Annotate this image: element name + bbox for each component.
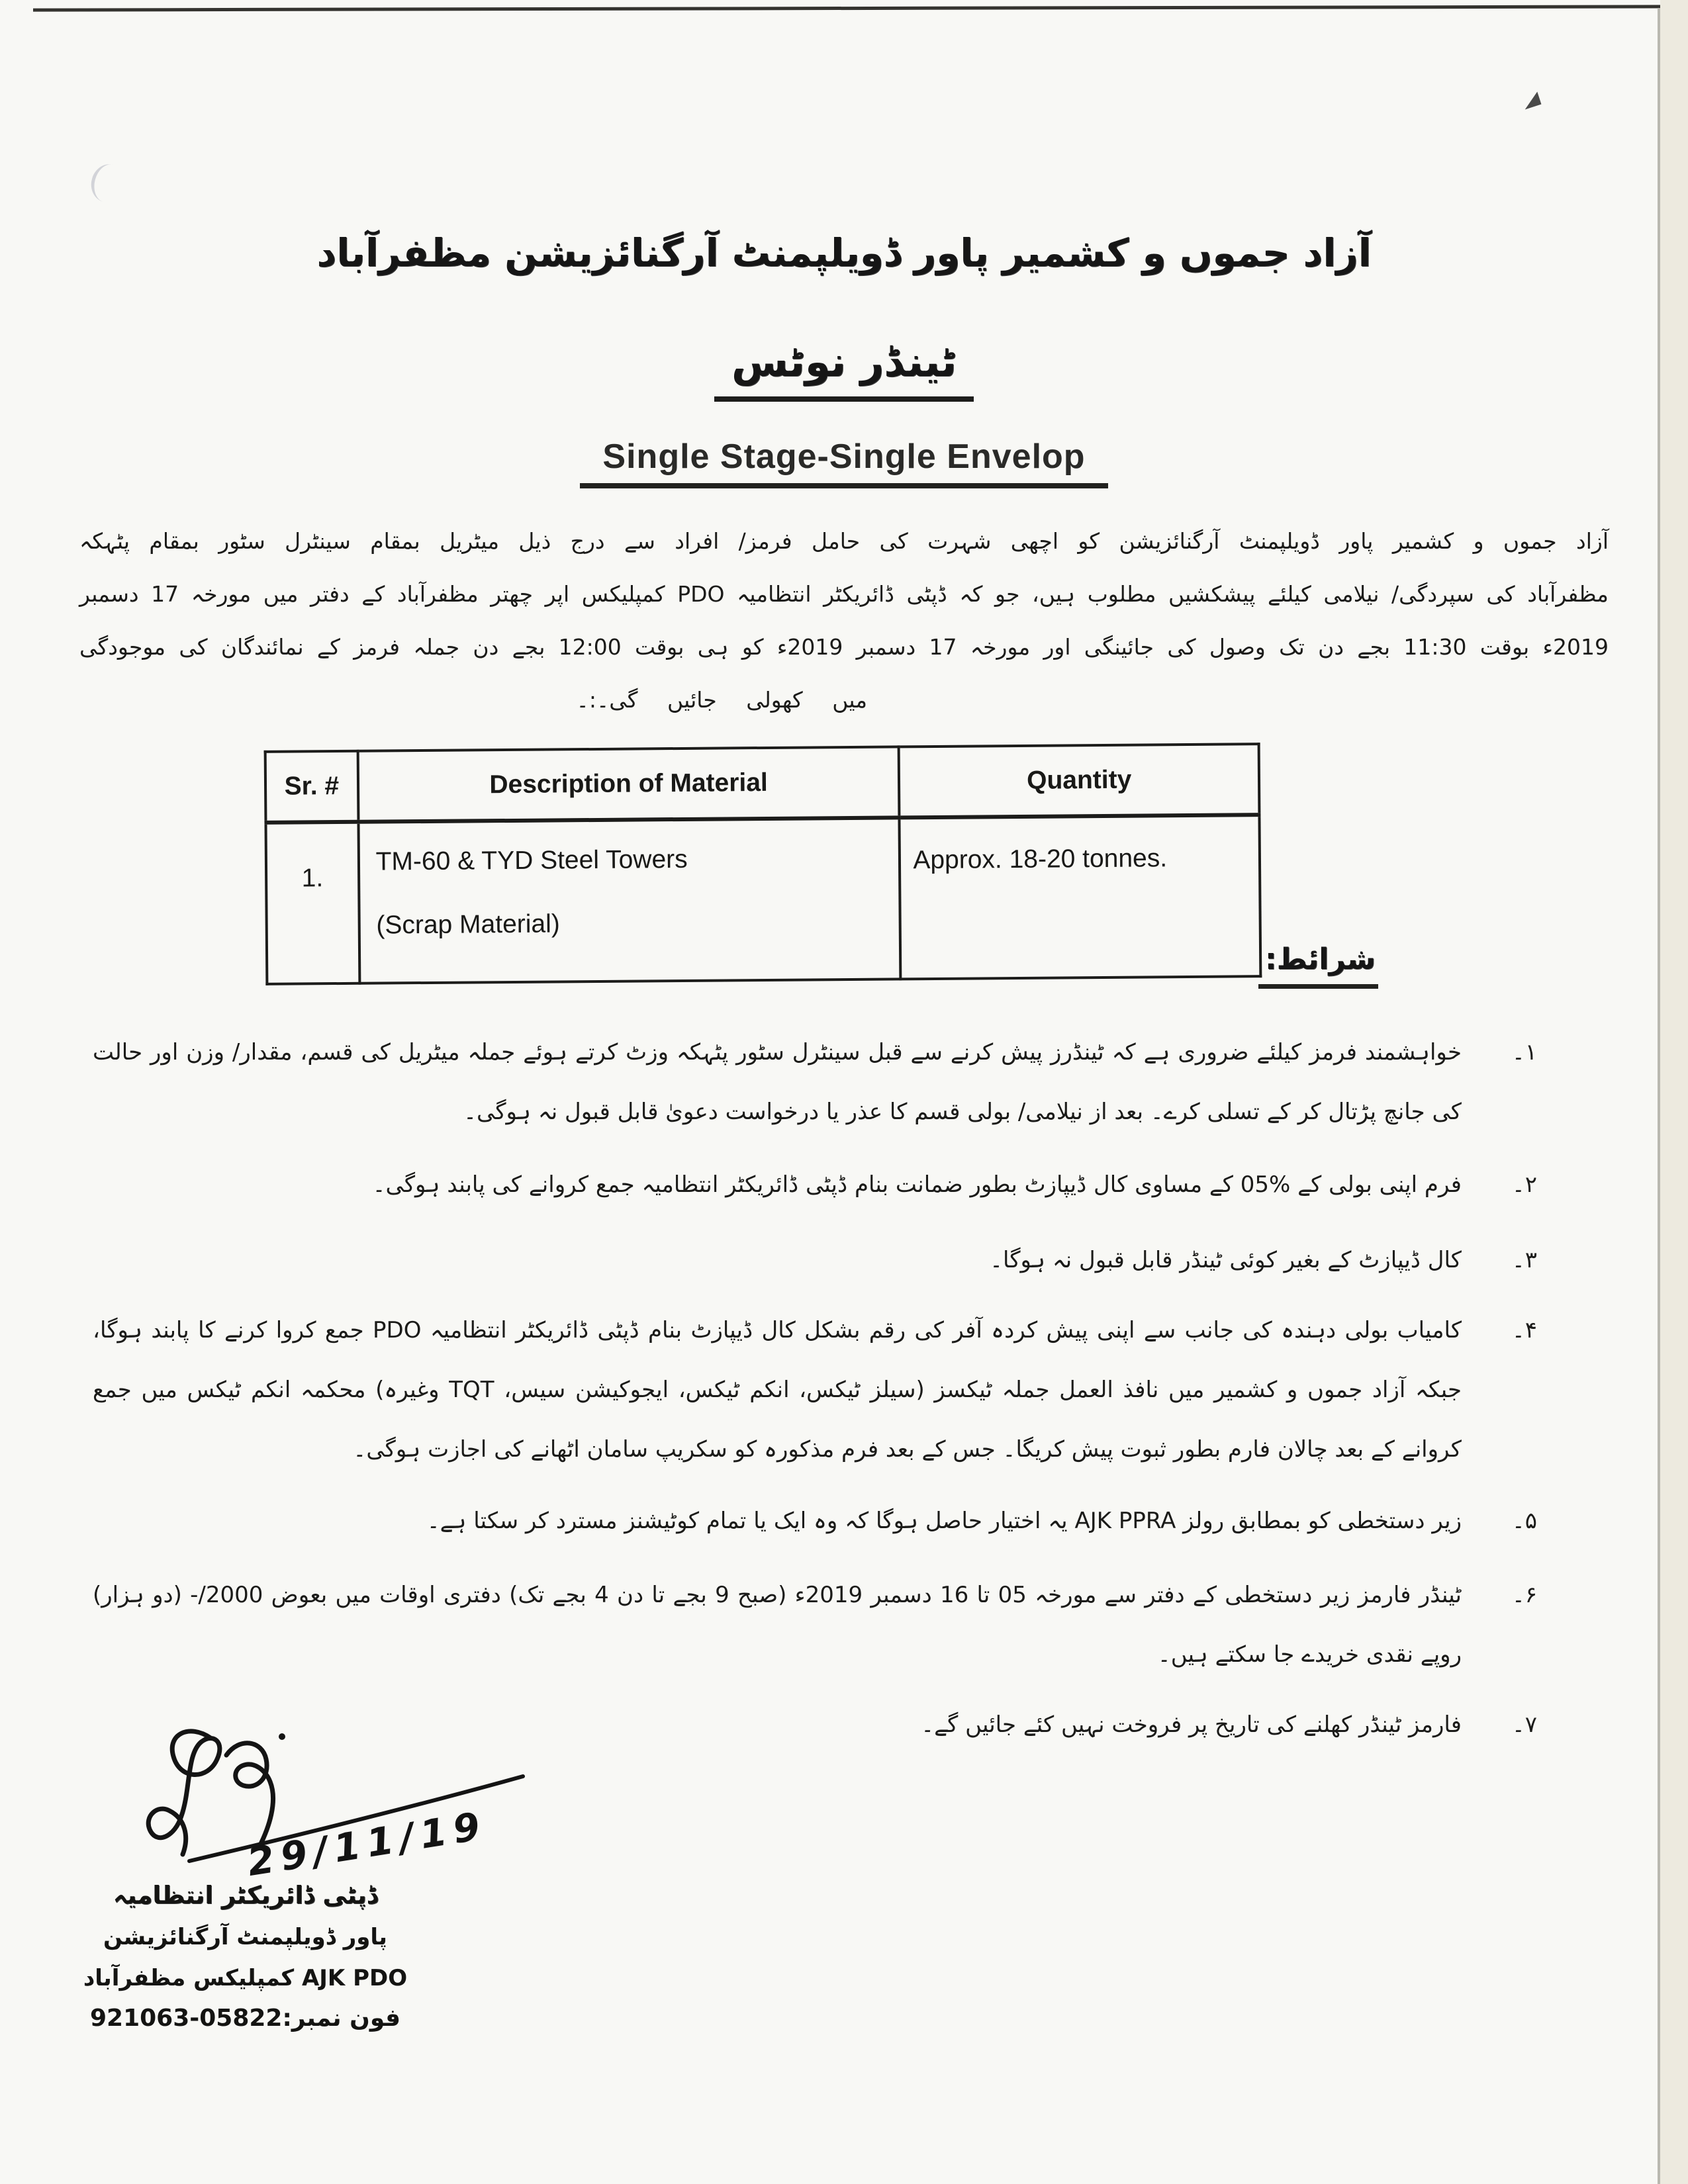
condition-text-5: زیر دستخطی کو بمطابق رولز AJK PPRA یہ اختیار حاصل ہوگا کہ وہ ایک یا تمام کوٹیشنز مسترد کر سکتا ہے۔ xyxy=(426,1508,1462,1534)
signatory-organization: پاور ڈویلپمنٹ آرگنائزیشن xyxy=(103,1924,387,1950)
handwritten-signature-icon xyxy=(126,1718,563,1903)
header-sr: Sr. # xyxy=(265,751,359,823)
condition-marker-2: ۲۔ xyxy=(1511,1171,1537,1198)
signatory-block xyxy=(65,1881,426,2032)
header-description: Description of Material xyxy=(357,747,900,821)
conditions-heading: شرائط: xyxy=(1258,942,1378,989)
intro-line-4: میں کھولی جائیں گی۔:۔ xyxy=(576,687,867,713)
condition-text-7: فارمز ٹینڈر کھلنے کی تاریخ پر فروخت نہیں کئے جائیں گے۔ xyxy=(921,1711,1462,1738)
condition-marker-4: ۴۔ xyxy=(1511,1317,1537,1343)
scan-pencil-mark xyxy=(87,161,130,206)
conditions-list xyxy=(93,1023,1537,1754)
condition-marker-5: ۵۔ xyxy=(1511,1508,1537,1534)
signatory-title: ڈپٹی ڈائریکٹر انتظامیہ xyxy=(113,1881,378,1909)
scan-right-edge-line xyxy=(1658,8,1660,2184)
tender-notice-heading: ٹینڈر نوٹس xyxy=(714,338,974,402)
scan-ink-mark xyxy=(1521,91,1542,109)
material-table xyxy=(264,743,1262,985)
condition-text-6: ٹینڈر فارمز زیر دستخطی کے دفتر سے مورخہ 05 تا 16 دسمبر 2019ء (صبح 9 بجے تا دن 4 بجے تک) دفتری اوقات میں بعوض ‎2000/- (دو ہزار) روپے نقدی خریدے جا سکتے ہیں۔ xyxy=(93,1582,1462,1668)
intro-line-1: آزاد جموں و کشمیر پاور ڈویلپمنٹ آرگنائزیشن کو اچھی شہرت کی حامل فرمز/ افراد سے درج ذیل میٹریل بمقام سینٹرل سٹور بمقام پٹہکہ xyxy=(79,528,1609,554)
description-line-1: TM-60 & TYD Steel Towers xyxy=(375,844,688,876)
condition-item-2 xyxy=(93,1155,1537,1214)
scan-paper-edge-strip xyxy=(1660,0,1688,2184)
intro-line-2: مظفرآباد کی سپردگی/ نیلامی کیلئے پیشکشیں مطلوب ہیں، جو کہ ڈپٹی ڈائریکٹر انتظامیہ PDO کمپلیکس اپر چھتر مظفرآباد کے دفتر میں مورخہ 17 دسمبر xyxy=(79,581,1609,607)
condition-item-5 xyxy=(93,1491,1537,1551)
condition-text-4: کامیاب بولی دہندہ کی جانب سے اپنی پیش کردہ آفر کی رقم بشکل کال ڈیپازٹ بنام ڈپٹی ڈائریکٹر انتظامیہ PDO جمع کروا کرنے کا پابند ہوگا، جبکہ آزاد جموں و کشمیر میں نافذ العمل جملہ ٹیکسز (سیلز ٹیکس، انکم ٹیکس، ایجوکیشن سیس، TQT وغیرہ) محکمہ انکم ٹیکس میں جمع کروانے کے بعد چالان فارم بطور ثبوت پیش کریگا۔ جس کے بعد فرم مذکورہ کو سکریپ سامان اٹھانے کی اجازت ہوگی۔ xyxy=(93,1317,1462,1463)
signatory-phone: فون نمبر:05822-921063 xyxy=(89,2005,401,2032)
table-header-row xyxy=(265,744,1260,823)
condition-item-3 xyxy=(93,1230,1537,1290)
condition-marker-7: ۷۔ xyxy=(1511,1711,1537,1738)
scan-top-edge-line xyxy=(33,5,1688,11)
subtitle-wrap xyxy=(0,437,1688,488)
conditions-heading-wrap xyxy=(1258,942,1378,989)
condition-text-2: فرم اپنی بولی کے %05 کے مساوی کال ڈیپازٹ بطور ضمانت بنام ڈپٹی ڈائریکٹر انتظامیہ جمع کروانے کی پابند ہوگی۔ xyxy=(372,1171,1462,1198)
description-line-2: (Scrap Material) xyxy=(376,909,560,940)
tender-notice-heading-wrap xyxy=(0,338,1688,402)
condition-text-3: کال ڈیپازٹ کے بغیر کوئی ٹینڈر قابل قبول نہ ہوگا۔ xyxy=(990,1247,1462,1273)
header-quantity: Quantity xyxy=(899,744,1259,817)
cell-sr: 1. xyxy=(265,822,359,984)
condition-item-4 xyxy=(93,1300,1537,1479)
table-row xyxy=(265,815,1260,984)
organization-title: آزاد جموں و کشمیر پاور ڈویلپمنٹ آرگنائزیشن مظفرآباد xyxy=(316,230,1372,275)
subtitle-single-stage: Single Stage-Single Envelop xyxy=(580,437,1107,488)
condition-text-1: خواہشمند فرمز کیلئے ضروری ہے کہ ٹینڈرز پیش کرنے سے قبل سینٹرل سٹور پٹہکہ وزٹ کرتے ہوئے جملہ میٹریل کی قسم، مقدار/ وزن اور حالت کی جانچ پڑتال کر کے تسلی کرے۔ بعد از نیلامی/ بولی قسم کا عذر یا درخواست دعویٰ قابل قبول نہ ہوگی۔ xyxy=(93,1039,1462,1125)
condition-marker-1: ۱۔ xyxy=(1511,1039,1537,1066)
condition-item-6 xyxy=(93,1565,1537,1684)
cell-quantity: Approx. 18-20 tonnes. xyxy=(900,815,1260,979)
cell-description xyxy=(358,817,901,983)
condition-marker-3: ۳۔ xyxy=(1511,1247,1537,1273)
condition-item-1 xyxy=(93,1023,1537,1142)
intro-line-3: 2019ء بوقت 11:30 بجے دن تک وصول کی جائینگی اور مورخہ 17 دسمبر 2019ء کو ہی بوقت 12:00 بجے دن جملہ فرمز کے نمائندگان کی موجودگی xyxy=(79,634,1609,660)
intro-paragraph xyxy=(79,515,1609,727)
signature-date: 29/11/19 xyxy=(244,1802,490,1886)
signatory-address: AJK PDO کمپلیکس مظفرآباد xyxy=(83,1965,408,1991)
condition-marker-6: ۶۔ xyxy=(1511,1582,1537,1608)
